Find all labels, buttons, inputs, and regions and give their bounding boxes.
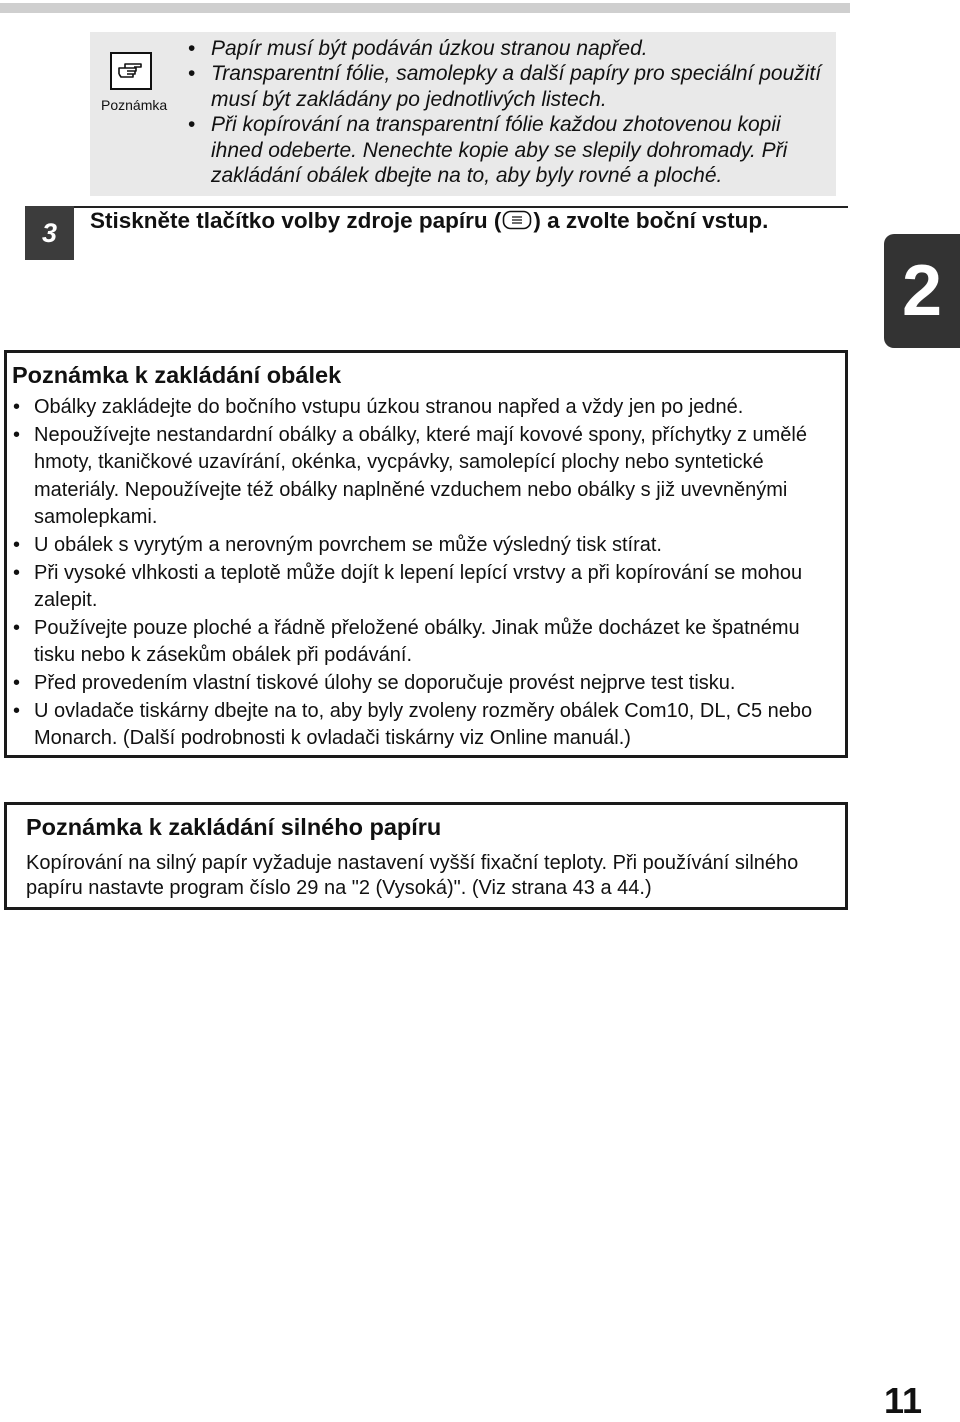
- step-text-before: Stiskněte tlačítko volby zdroje papíru (: [90, 208, 502, 233]
- note-item: • Při kopírování na transparentní fólie každou zhotovenou kopii ihned odeberte. Nenechte kopie aby se slepily dohromady. Při zakládání obálek dbejte na to, aby byly rovné a ploché.: [188, 112, 828, 188]
- note-item: • Transparentní fólie, samolepky a další papíry pro speciální použití musí být zakládány po jednotlivých listech.: [188, 61, 828, 112]
- envelope-note-item: • U obálek s vyrytým a nerovným povrchem se může výsledný tisk stírat.: [11, 532, 841, 560]
- top-rule: [0, 3, 850, 13]
- envelope-note-title: Poznámka k zakládání obálek: [12, 362, 342, 388]
- step-instruction: [90, 208, 768, 236]
- heavy-paper-note-box: [4, 802, 848, 910]
- envelope-note-item: • Používejte pouze ploché a řádně přeložené obálky. Jinak může docházet ke špatnému tisku nebo k zásekům obálek při podávání.: [11, 615, 841, 670]
- page-number: 11: [884, 1380, 923, 1421]
- paper-tray-icon: [502, 210, 532, 236]
- envelope-note-list: [11, 394, 841, 753]
- envelope-note-item: • Při vysoké vlhkosti a teplotě může dojít k lepení lepící vrstvy a při kopírování se mohou zalepit.: [11, 560, 841, 615]
- pointing-hand-icon: [110, 52, 152, 90]
- note-label: Poznámka: [101, 97, 168, 113]
- envelope-note-item: • Nepoužívejte nestandardní obálky a obálky, které mají kovové spony, příchytky z umělé hmoty, tkaničkové uzavírání, okénka, vycpávky, samolepící plochy nebo syntetické materiály. Nepoužívejte též obálky naplněné vzduchem nebo obálky s již uvevněnými samolepkami.: [11, 422, 841, 532]
- envelope-note-item: • U ovladače tiskárny dbejte na to, aby byly zvoleny rozměry obálek Com10, DL, C5 nebo Monarch. (Další podrobnosti k ovladači tiskárny viz Online manuál.): [11, 698, 841, 753]
- step-text-after: ) a zvolte boční vstup.: [533, 208, 769, 233]
- chapter-tab: 2: [884, 234, 960, 348]
- envelope-note-box: [4, 350, 848, 758]
- heavy-paper-note-title: Poznámka k zakládání silného papíru: [26, 814, 442, 840]
- step-number-badge: 3: [25, 206, 74, 260]
- heavy-paper-note-body: Kopírování na silný papír vyžaduje nastavení vyšší fixační teploty. Při používání silného papíru nastavte program číslo 29 na "2 (Vysoká)". (Viz strana 43 a 44.): [26, 852, 799, 899]
- note-item: • Papír musí být podáván úzkou stranou napřed.: [188, 36, 828, 61]
- envelope-note-item: • Před provedením vlastní tiskové úlohy se doporučuje provést nejprve test tisku.: [11, 670, 841, 698]
- envelope-note-item: • Obálky zakládejte do bočního vstupu úzkou stranou napřed a vždy jen po jedné.: [11, 394, 841, 422]
- note-list: [188, 36, 828, 188]
